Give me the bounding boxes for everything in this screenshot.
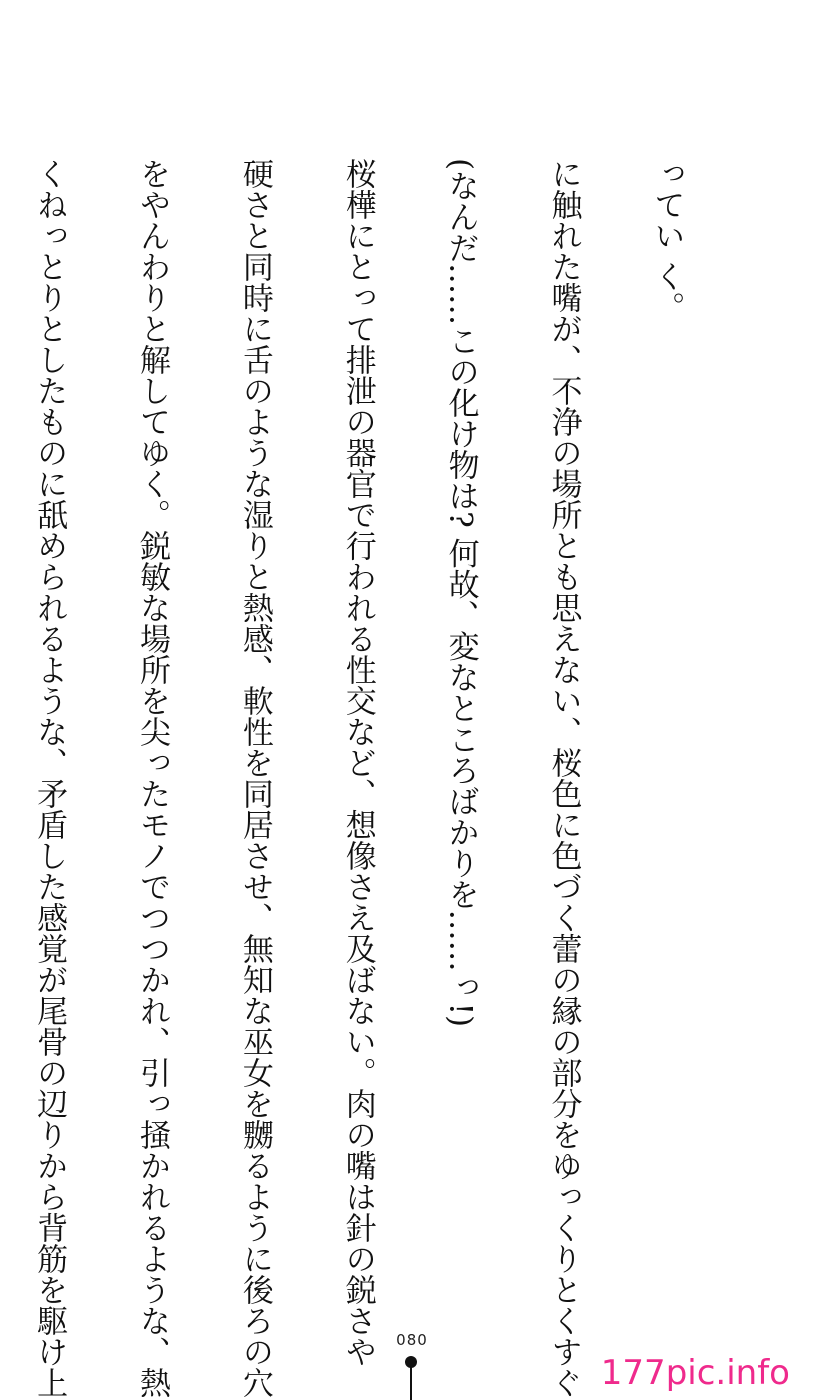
text-line: ってい く。 [648, 158, 685, 323]
text-line: をやんわりと解してゆく。鋭敏な場所を尖ったモノでつつかれ、引っ掻かれるような、熱 [133, 158, 170, 1398]
text-line: 硬さと同時に舌のような湿りと熱感、軟性を同居させ、無知な巫女を嬲るように後ろの穴 [236, 158, 273, 1398]
text-line: に触れた嘴が、不浄の場所とも思えない、桜色に色づく蕾の縁の部分をゆっくりとくすぐ [545, 158, 582, 1398]
site-watermark: 177pic.info [600, 1353, 790, 1393]
text-line: くねっとりとしたものに舐められるような、矛盾した感覚が尾骨の辺りから背筋を駆け上 [31, 158, 68, 1398]
page-marker-line [410, 1366, 412, 1400]
text-line: 桜樺にとって排泄の器官で行われる性交など、想像さえ及ばない。肉の嘴は針の鋭さや [339, 158, 376, 1367]
page-number: 080 [396, 1331, 428, 1349]
text-line: (なんだ……この化け物は? 何故、変なところばかりを……っ!) [442, 158, 479, 1028]
